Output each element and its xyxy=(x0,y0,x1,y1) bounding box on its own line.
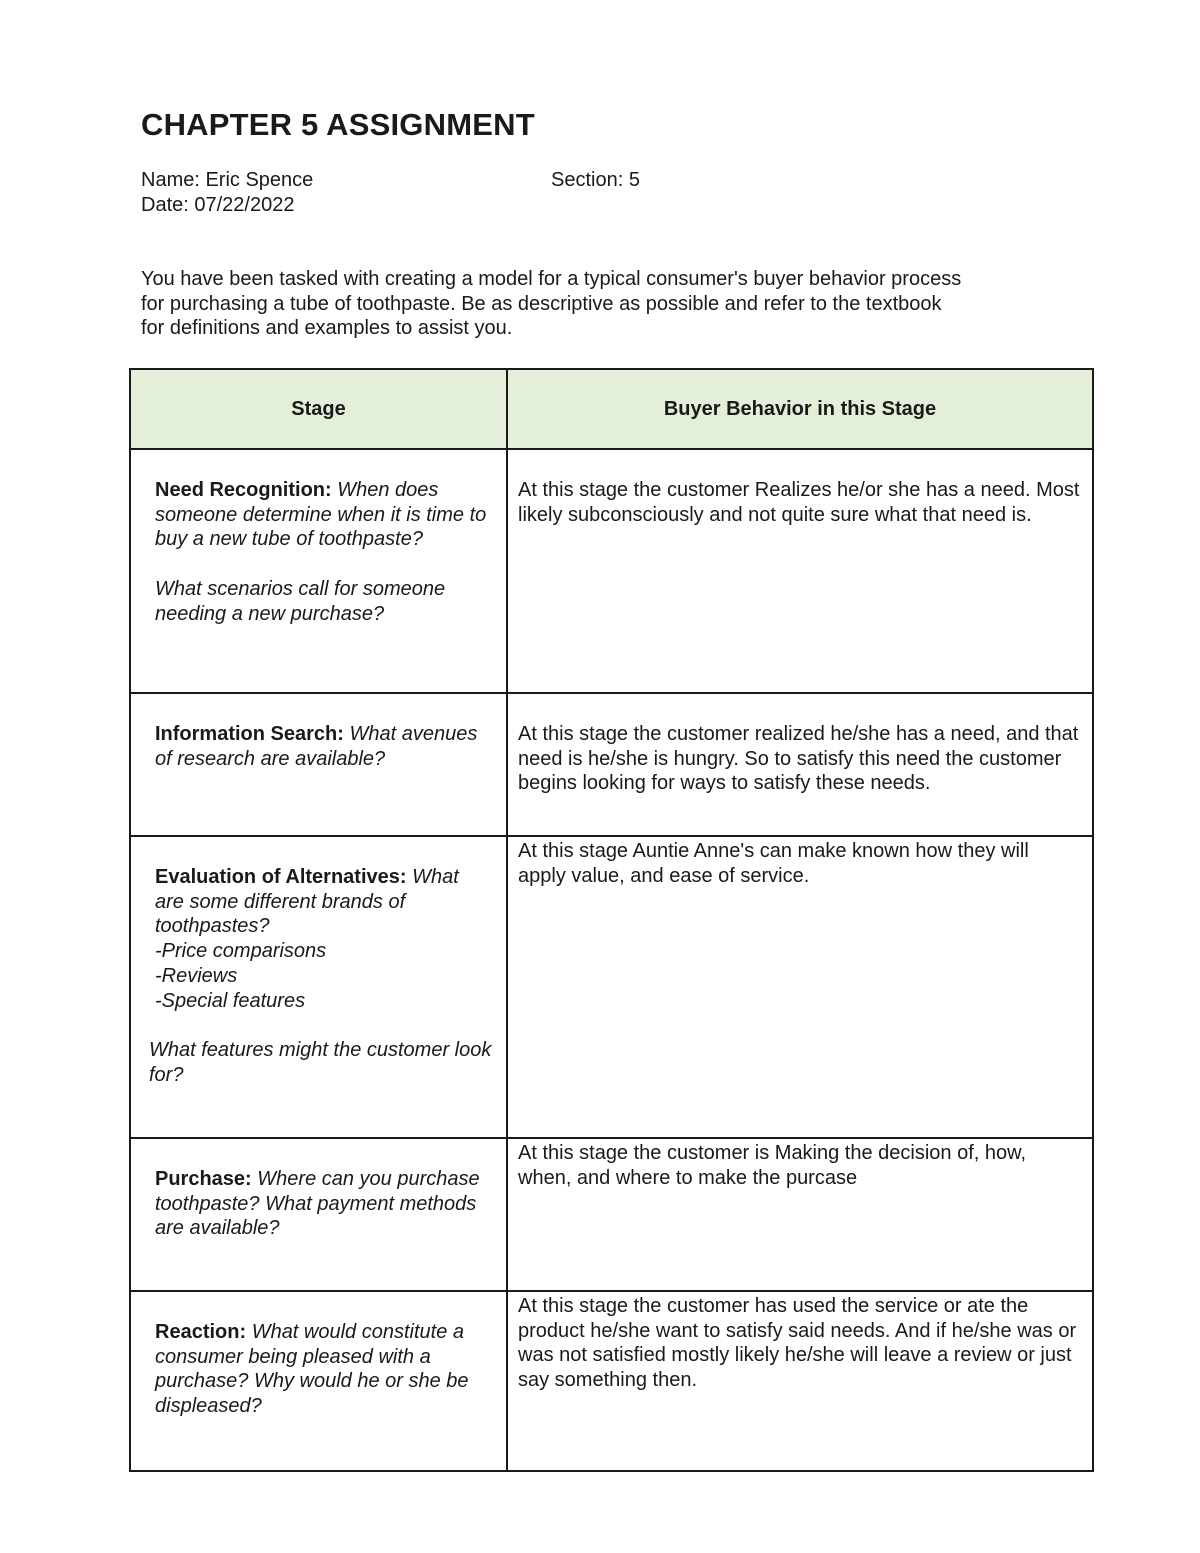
list-item: -Special features xyxy=(155,989,306,1012)
stage-cell-purchase xyxy=(130,1138,507,1291)
table-row xyxy=(130,449,1093,693)
stage-question: What avenues of research are available? xyxy=(155,723,478,770)
header-stage: Stage xyxy=(130,369,507,449)
stage-label: Information Search: xyxy=(155,723,344,745)
list-item: -Reviews xyxy=(155,964,238,987)
stage-extra-question: What features might the customer look for? xyxy=(149,1038,492,1086)
table-row xyxy=(130,1291,1093,1471)
stage-cell-reaction xyxy=(130,1291,507,1471)
table-row xyxy=(130,693,1093,836)
stage-question: What are some different brands of toothpastes? xyxy=(155,866,459,938)
behavior-cell-reaction: At this stage the customer has used the service or ate the product he/she want to satisfy said needs. And if he/she was or was not satisfied mostly likely he/she will leave a review or just say something then. xyxy=(507,1291,1093,1471)
stage-extra-question: What scenarios call for someone needing a new purchase? xyxy=(155,577,446,625)
stage-label: Need Recognition: xyxy=(155,479,332,501)
table-header-row xyxy=(130,369,1093,449)
stage-label: Purchase: xyxy=(155,1168,252,1190)
header-buyer-behavior: Buyer Behavior in this Stage xyxy=(507,369,1093,449)
student-name: Name: Eric Spence xyxy=(141,169,314,191)
instructions-line: You have been tasked with creating a model for a typical consumer's buyer behavior process xyxy=(141,268,962,290)
section-number: Section: 5 xyxy=(551,169,640,191)
stage-cell-information-search xyxy=(130,693,507,836)
instructions-paragraph xyxy=(141,267,1061,341)
stage-cell-evaluation-of-alternatives xyxy=(130,836,507,1138)
instructions-line: for definitions and examples to assist you. xyxy=(141,317,513,340)
stage-label: Reaction: xyxy=(155,1321,247,1343)
stage-cell-need-recognition xyxy=(130,449,507,693)
behavior-cell-purchase: At this stage the customer is Making the decision of, how, when, and where to make the purcase xyxy=(507,1138,1093,1291)
stage-question: Where can you purchase toothpaste? What payment methods are available? xyxy=(155,1168,480,1240)
behavior-cell-need-recognition: At this stage the customer Realizes he/or she has a need. Most likely subconsciously and not quite sure what that need is. xyxy=(507,449,1093,693)
page-title: CHAPTER 5 ASSIGNMENT xyxy=(141,107,535,142)
table-row xyxy=(130,836,1093,1138)
buyer-behavior-table xyxy=(129,368,1092,1418)
list-item: -Price comparisons xyxy=(155,940,327,963)
behavior-cell-evaluation-of-alternatives: At this stage Auntie Anne's can make known how they will apply value, and ease of service. xyxy=(507,836,1093,1138)
table-row xyxy=(130,1138,1093,1291)
model-table xyxy=(129,368,1094,1472)
stage-question: What would constitute a consumer being pleased with a purchase? Why would he or she be displeased? xyxy=(155,1321,469,1418)
behavior-cell-information-search: At this stage the customer realized he/she has a need, and that need is he/she is hungry. So to satisfy this need the customer begins looking for ways to satisfy these needs. xyxy=(507,693,1093,836)
stage-label: Evaluation of Alternatives: xyxy=(155,866,407,888)
stage-question: When does someone determine when it is time to buy a new tube of toothpaste? xyxy=(155,479,487,551)
instructions-line: for purchasing a tube of toothpaste. Be as descriptive as possible and refer to the textbook xyxy=(141,292,942,315)
assignment-date: Date: 07/22/2022 xyxy=(141,194,295,216)
